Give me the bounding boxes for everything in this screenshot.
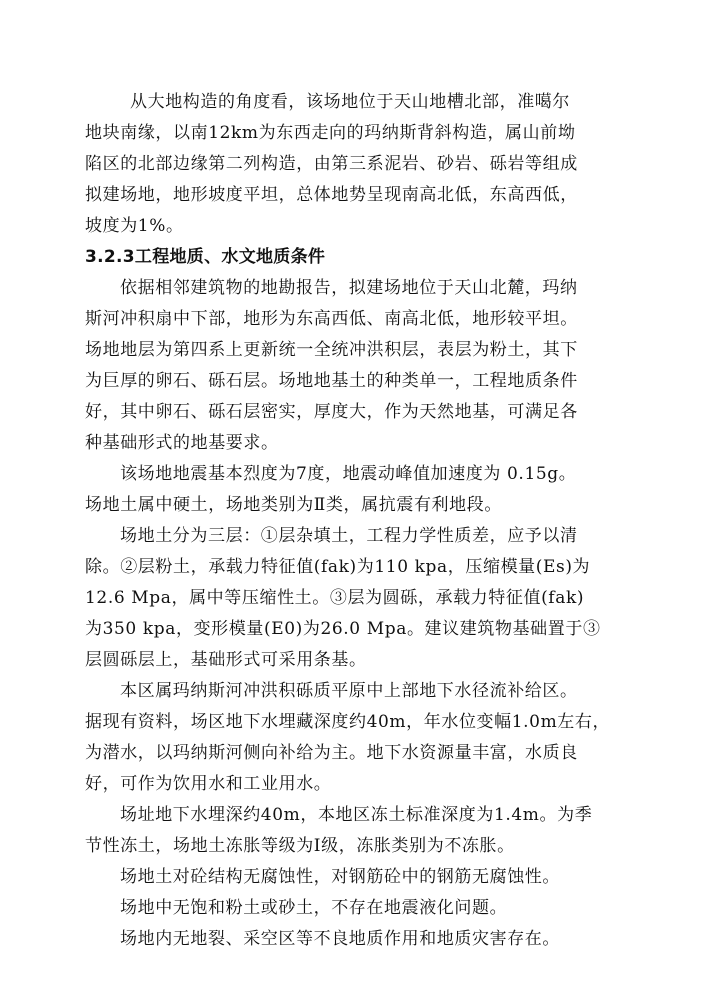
paragraph-line: 场地土对砼结构无腐蚀性，对钢筋砼中的钢筋无腐蚀性。 bbox=[120, 867, 560, 887]
paragraph-line: 据现有资料，场区地下水埋藏深度约40m，年水位变幅1.0m左右， bbox=[85, 712, 611, 732]
paragraph-line: 陷区的北部边缘第二列构造，由第三系泥岩、砂岩、砾岩等组成 bbox=[85, 154, 578, 174]
paragraph-line: 场地土分为三层：①层杂填土，工程力学性质差，应予以清 bbox=[120, 526, 578, 546]
paragraph-line: 该场地地震基本烈度为7度，地震动峰值加速度为 0.15g。 bbox=[120, 464, 577, 484]
paragraph-line: 拟建场地，地形坡度平坦，总体地势呈现南高北低，东高西低， bbox=[85, 185, 578, 205]
paragraph-line: 除。②层粉土，承载力特征值(fak)为110 kpa，压缩模量(Es)为 bbox=[85, 557, 591, 577]
paragraph-line: 场地地层为第四系上更新统一全统冲洪积层，表层为粉土，其下 bbox=[85, 340, 578, 360]
paragraph-line: 场址地下水埋深约40m，本地区冻土标准深度为1.4m。为季 bbox=[120, 805, 593, 825]
paragraph-line: 场地土属中硬土，场地类别为Ⅱ类，属抗震有利地段。 bbox=[85, 495, 502, 515]
paragraph-line: 坡度为1%。 bbox=[85, 216, 184, 236]
paragraph-line: 层圆砾层上，基础形式可采用条基。 bbox=[85, 650, 367, 670]
paragraph-line: 节性冻土，场地土冻胀等级为Ⅰ级，冻胀类别为不冻胀。 bbox=[85, 836, 515, 856]
paragraph-line: 好，可作为饮用水和工业用水。 bbox=[85, 774, 332, 794]
paragraph-line: 依据相邻建筑物的地勘报告，拟建场地位于天山北麓，玛纳 bbox=[120, 278, 578, 298]
paragraph-line: 种基础形式的地基要求。 bbox=[85, 433, 279, 453]
paragraph-line: 场地内无地裂、采空区等不良地质作用和地质灾害存在。 bbox=[120, 929, 560, 949]
paragraph-line: 好，其中卵石、砾石层密实，厚度大，作为天然地基，可满足各 bbox=[85, 402, 578, 422]
paragraph-line: 为350 kpa，变形模量(E0)为26.0 Mpa。建议建筑物基础置于③ bbox=[85, 619, 601, 639]
paragraph-line: 地块南缘，以南12km为东西走向的玛纳斯背斜构造，属山前坳 bbox=[85, 123, 576, 143]
paragraph-line: 从大地构造的角度看，该场地位于天山地槽北部，准噶尔 bbox=[130, 92, 570, 112]
paragraph-line: 场地中无饱和粉土或砂土，不存在地震液化问题。 bbox=[120, 898, 508, 918]
paragraph-line: 本区属玛纳斯河冲洪积砾质平原中上部地下水径流补给区。 bbox=[120, 681, 578, 701]
paragraph-line: 为巨厚的卵石、砾石层。场地地基土的种类单一，工程地质条件 bbox=[85, 371, 578, 391]
section-heading: 3.2.3工程地质、水文地质条件 bbox=[85, 247, 326, 267]
paragraph-line: 斯河冲积扇中下部，地形为东高西低、南高北低，地形较平坦。 bbox=[85, 309, 578, 329]
paragraph-line: 12.6 Mpa，属中等压缩性土。③层为圆砾，承载力特征值(fak) bbox=[85, 588, 585, 608]
paragraph-line: 为潜水，以玛纳斯河侧向补给为主。地下水资源量丰富，水质良 bbox=[85, 743, 578, 763]
